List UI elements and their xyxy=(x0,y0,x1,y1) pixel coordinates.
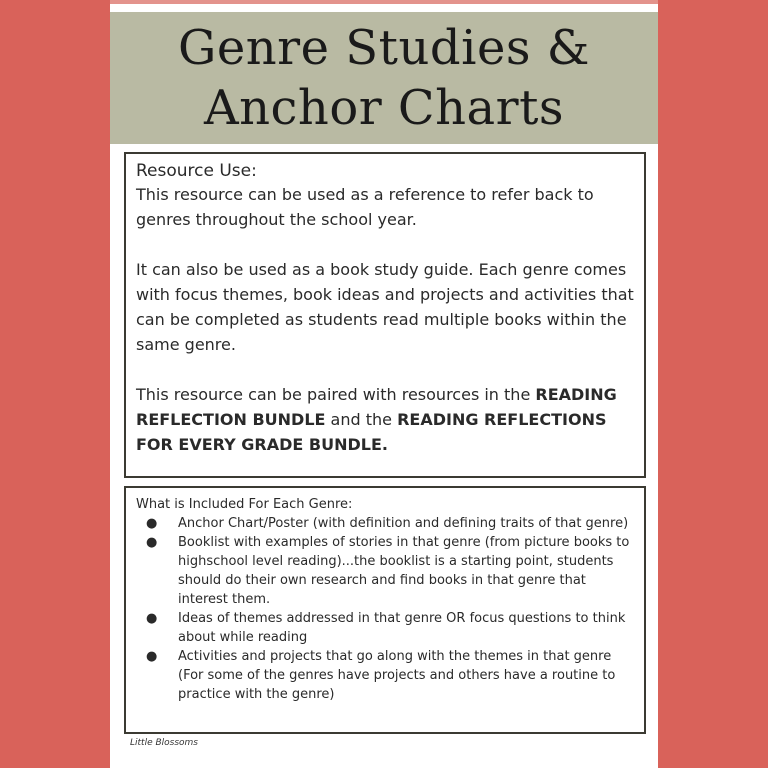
resource-use-para-2: It can also be used as a book study guide. Each genre comes with focus themes, book ideas and projects and activities that can be completed as students read multiple books within the same genre. xyxy=(136,260,634,354)
bullet-icon: ● xyxy=(146,649,158,664)
list-item-text: Anchor Chart/Poster (with definition and defining traits of that genre) xyxy=(178,516,629,531)
list-item-text: Activities and projects that go along with the themes in that genre (For some of the genres have projects and others have a routine to practice with the genre) xyxy=(178,649,616,702)
bundle-2-name: READING REFLECTIONS FOR EVERY GRADE BUNDLE xyxy=(136,410,607,454)
bundle-1-name: READING REFLECTION BUNDLE xyxy=(136,385,617,429)
list-item xyxy=(146,514,634,533)
title-line-2: Anchor Charts xyxy=(203,80,565,136)
list-item xyxy=(146,609,634,647)
resource-use-para-3 xyxy=(136,382,634,457)
resource-use-para-1: This resource can be used as a reference to refer back to genres throughout the school year. xyxy=(136,185,594,229)
list-item xyxy=(146,533,634,609)
included-list xyxy=(136,514,634,704)
bullet-icon: ● xyxy=(146,535,158,550)
list-item xyxy=(146,647,634,704)
bullet-icon: ● xyxy=(146,611,158,626)
included-box xyxy=(124,486,646,734)
para-3-start: This resource can be paired with resources in the xyxy=(136,385,536,404)
footer-brand: Little Blossoms xyxy=(130,738,198,748)
resource-use-heading: Resource Use: xyxy=(136,161,257,181)
bullet-icon: ● xyxy=(146,516,158,531)
list-item-text: Booklist with examples of stories in that genre (from picture books to highschool level reading)...the booklist is a starting point, students should do their own research and find books in that genre that interest them. xyxy=(178,535,630,607)
title-banner xyxy=(110,12,658,144)
resource-use-box xyxy=(124,152,646,478)
para-3-mid: and the xyxy=(325,410,398,429)
top-stripe xyxy=(110,0,658,4)
included-heading: What is Included For Each Genre: xyxy=(136,497,353,512)
para-3-end: . xyxy=(381,435,388,454)
document-page xyxy=(110,0,658,768)
list-item-text: Ideas of themes addressed in that genre OR focus questions to think about while reading xyxy=(178,611,626,645)
title-line-1: Genre Studies & xyxy=(178,20,590,76)
